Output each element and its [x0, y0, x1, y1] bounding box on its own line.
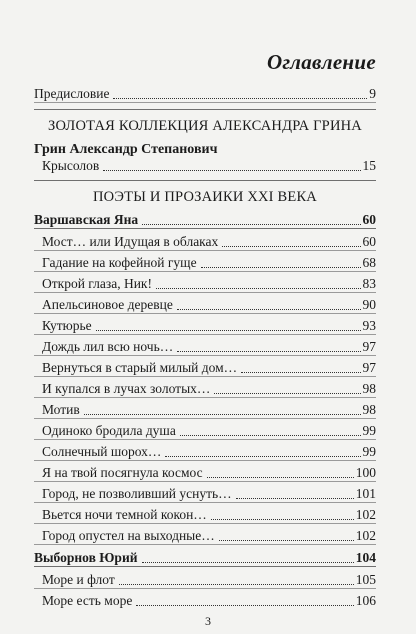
toc-entry[interactable]	[34, 358, 376, 377]
entry-title: Мотив	[42, 402, 80, 417]
author-name: Варшавская Яна	[34, 212, 139, 227]
entry-title: Дождь лил всю ночь…	[42, 339, 174, 354]
toc-entry[interactable]	[34, 316, 376, 335]
dot-leader	[119, 584, 354, 585]
entry-page: 60	[362, 212, 376, 227]
entry-page: 102	[355, 507, 376, 522]
entry-page: 97	[362, 360, 376, 375]
toc-entry[interactable]	[34, 442, 376, 461]
dot-leader	[201, 267, 361, 268]
toc-entry[interactable]	[34, 274, 376, 293]
author-name: Выборнов Юрий	[34, 550, 138, 565]
toc-entry[interactable]	[34, 505, 376, 524]
dot-leader	[207, 477, 354, 478]
entry-title: Солнечный шорох…	[42, 444, 162, 459]
entry-page: 83	[362, 276, 376, 291]
toc-author-entry[interactable]	[34, 548, 376, 567]
entry-title: И купался в лучах золотых…	[42, 381, 211, 396]
entry-title: Город, не позволивший уснуть…	[42, 486, 232, 501]
dot-leader	[84, 414, 361, 415]
entry-page: 101	[355, 486, 376, 501]
toc-entry[interactable]	[34, 295, 376, 314]
dot-leader	[219, 540, 354, 541]
entry-title: Одиноко бродила душа	[42, 423, 176, 438]
entry-title: Апельсиновое деревце	[42, 297, 173, 312]
dot-leader	[165, 456, 360, 457]
section-divider	[34, 109, 376, 110]
entry-title: Я на твой посягнула космос	[42, 465, 203, 480]
dot-leader	[177, 351, 360, 352]
toc-entry[interactable]	[34, 156, 376, 174]
author-name: Грин Александр Степанович	[34, 142, 218, 157]
dot-leader	[96, 330, 361, 331]
dot-leader	[156, 288, 361, 289]
entry-page: 100	[355, 465, 376, 480]
page-title: Оглавление	[266, 50, 376, 74]
toc-entry[interactable]	[34, 484, 376, 503]
entry-title: Гадание на кофейной гуще	[42, 255, 197, 270]
entry-page: 98	[362, 381, 376, 396]
entry-page: 90	[362, 297, 376, 312]
entry-title: Кутюрье	[42, 318, 92, 333]
page-number: 3	[205, 614, 211, 628]
entry-title: Вьется ночи темной кокон…	[42, 507, 207, 522]
toc-entry[interactable]	[34, 570, 376, 589]
section-divider	[34, 180, 376, 181]
entry-page: 105	[355, 572, 376, 587]
dot-leader	[177, 309, 361, 310]
entry-page: 97	[362, 339, 376, 354]
entry-page: 15	[362, 158, 376, 173]
dot-leader	[142, 224, 360, 225]
section-heading: ПОЭТЫ И ПРОЗАИКИ XXI ВЕКА	[93, 189, 317, 205]
section-heading: ЗОЛОТАЯ КОЛЛЕКЦИЯ АЛЕКСАНДРА ГРИНА	[48, 118, 362, 134]
entry-title: Мост… или Идущая в облаках	[42, 234, 219, 249]
toc-entry-preface[interactable]	[34, 84, 376, 103]
toc-entry[interactable]	[34, 253, 376, 272]
entry-page: 98	[362, 402, 376, 417]
dot-leader	[113, 98, 367, 99]
entry-page: 60	[362, 234, 376, 249]
toc-entry[interactable]	[34, 337, 376, 356]
entry-page: 102	[355, 528, 376, 543]
toc-entry[interactable]	[34, 526, 376, 545]
entry-page: 68	[362, 255, 376, 270]
dot-leader	[222, 246, 360, 247]
entry-title: Город опустел на выходные…	[42, 528, 215, 543]
toc-entry[interactable]	[34, 232, 376, 251]
dot-leader	[214, 393, 360, 394]
dot-leader	[236, 498, 354, 499]
dot-leader	[211, 519, 354, 520]
entry-title: Крысолов	[42, 158, 100, 173]
entry-page: 104	[355, 550, 376, 565]
entry-page: 106	[355, 593, 376, 608]
entry-title: Предисловие	[34, 86, 110, 101]
entry-title: Море есть море	[42, 593, 133, 608]
toc-entry[interactable]	[34, 421, 376, 440]
dot-leader	[142, 562, 354, 563]
entry-title: Открой глаза, Ник!	[42, 276, 152, 291]
dot-leader	[180, 435, 361, 436]
entry-page: 99	[362, 444, 376, 459]
dot-leader	[136, 605, 353, 606]
toc-entry[interactable]	[34, 379, 376, 398]
toc-entry[interactable]	[34, 400, 376, 419]
entry-page: 99	[362, 423, 376, 438]
dot-leader	[103, 170, 360, 171]
dot-leader	[241, 372, 360, 373]
toc-entry[interactable]	[34, 591, 376, 609]
toc-author-entry[interactable]	[34, 210, 376, 229]
entry-title: Море и флот	[42, 572, 115, 587]
toc-entry[interactable]	[34, 463, 376, 482]
entry-page: 9	[369, 86, 376, 101]
entry-title: Вернуться в старый милый дом…	[42, 360, 238, 375]
entry-page: 93	[362, 318, 376, 333]
